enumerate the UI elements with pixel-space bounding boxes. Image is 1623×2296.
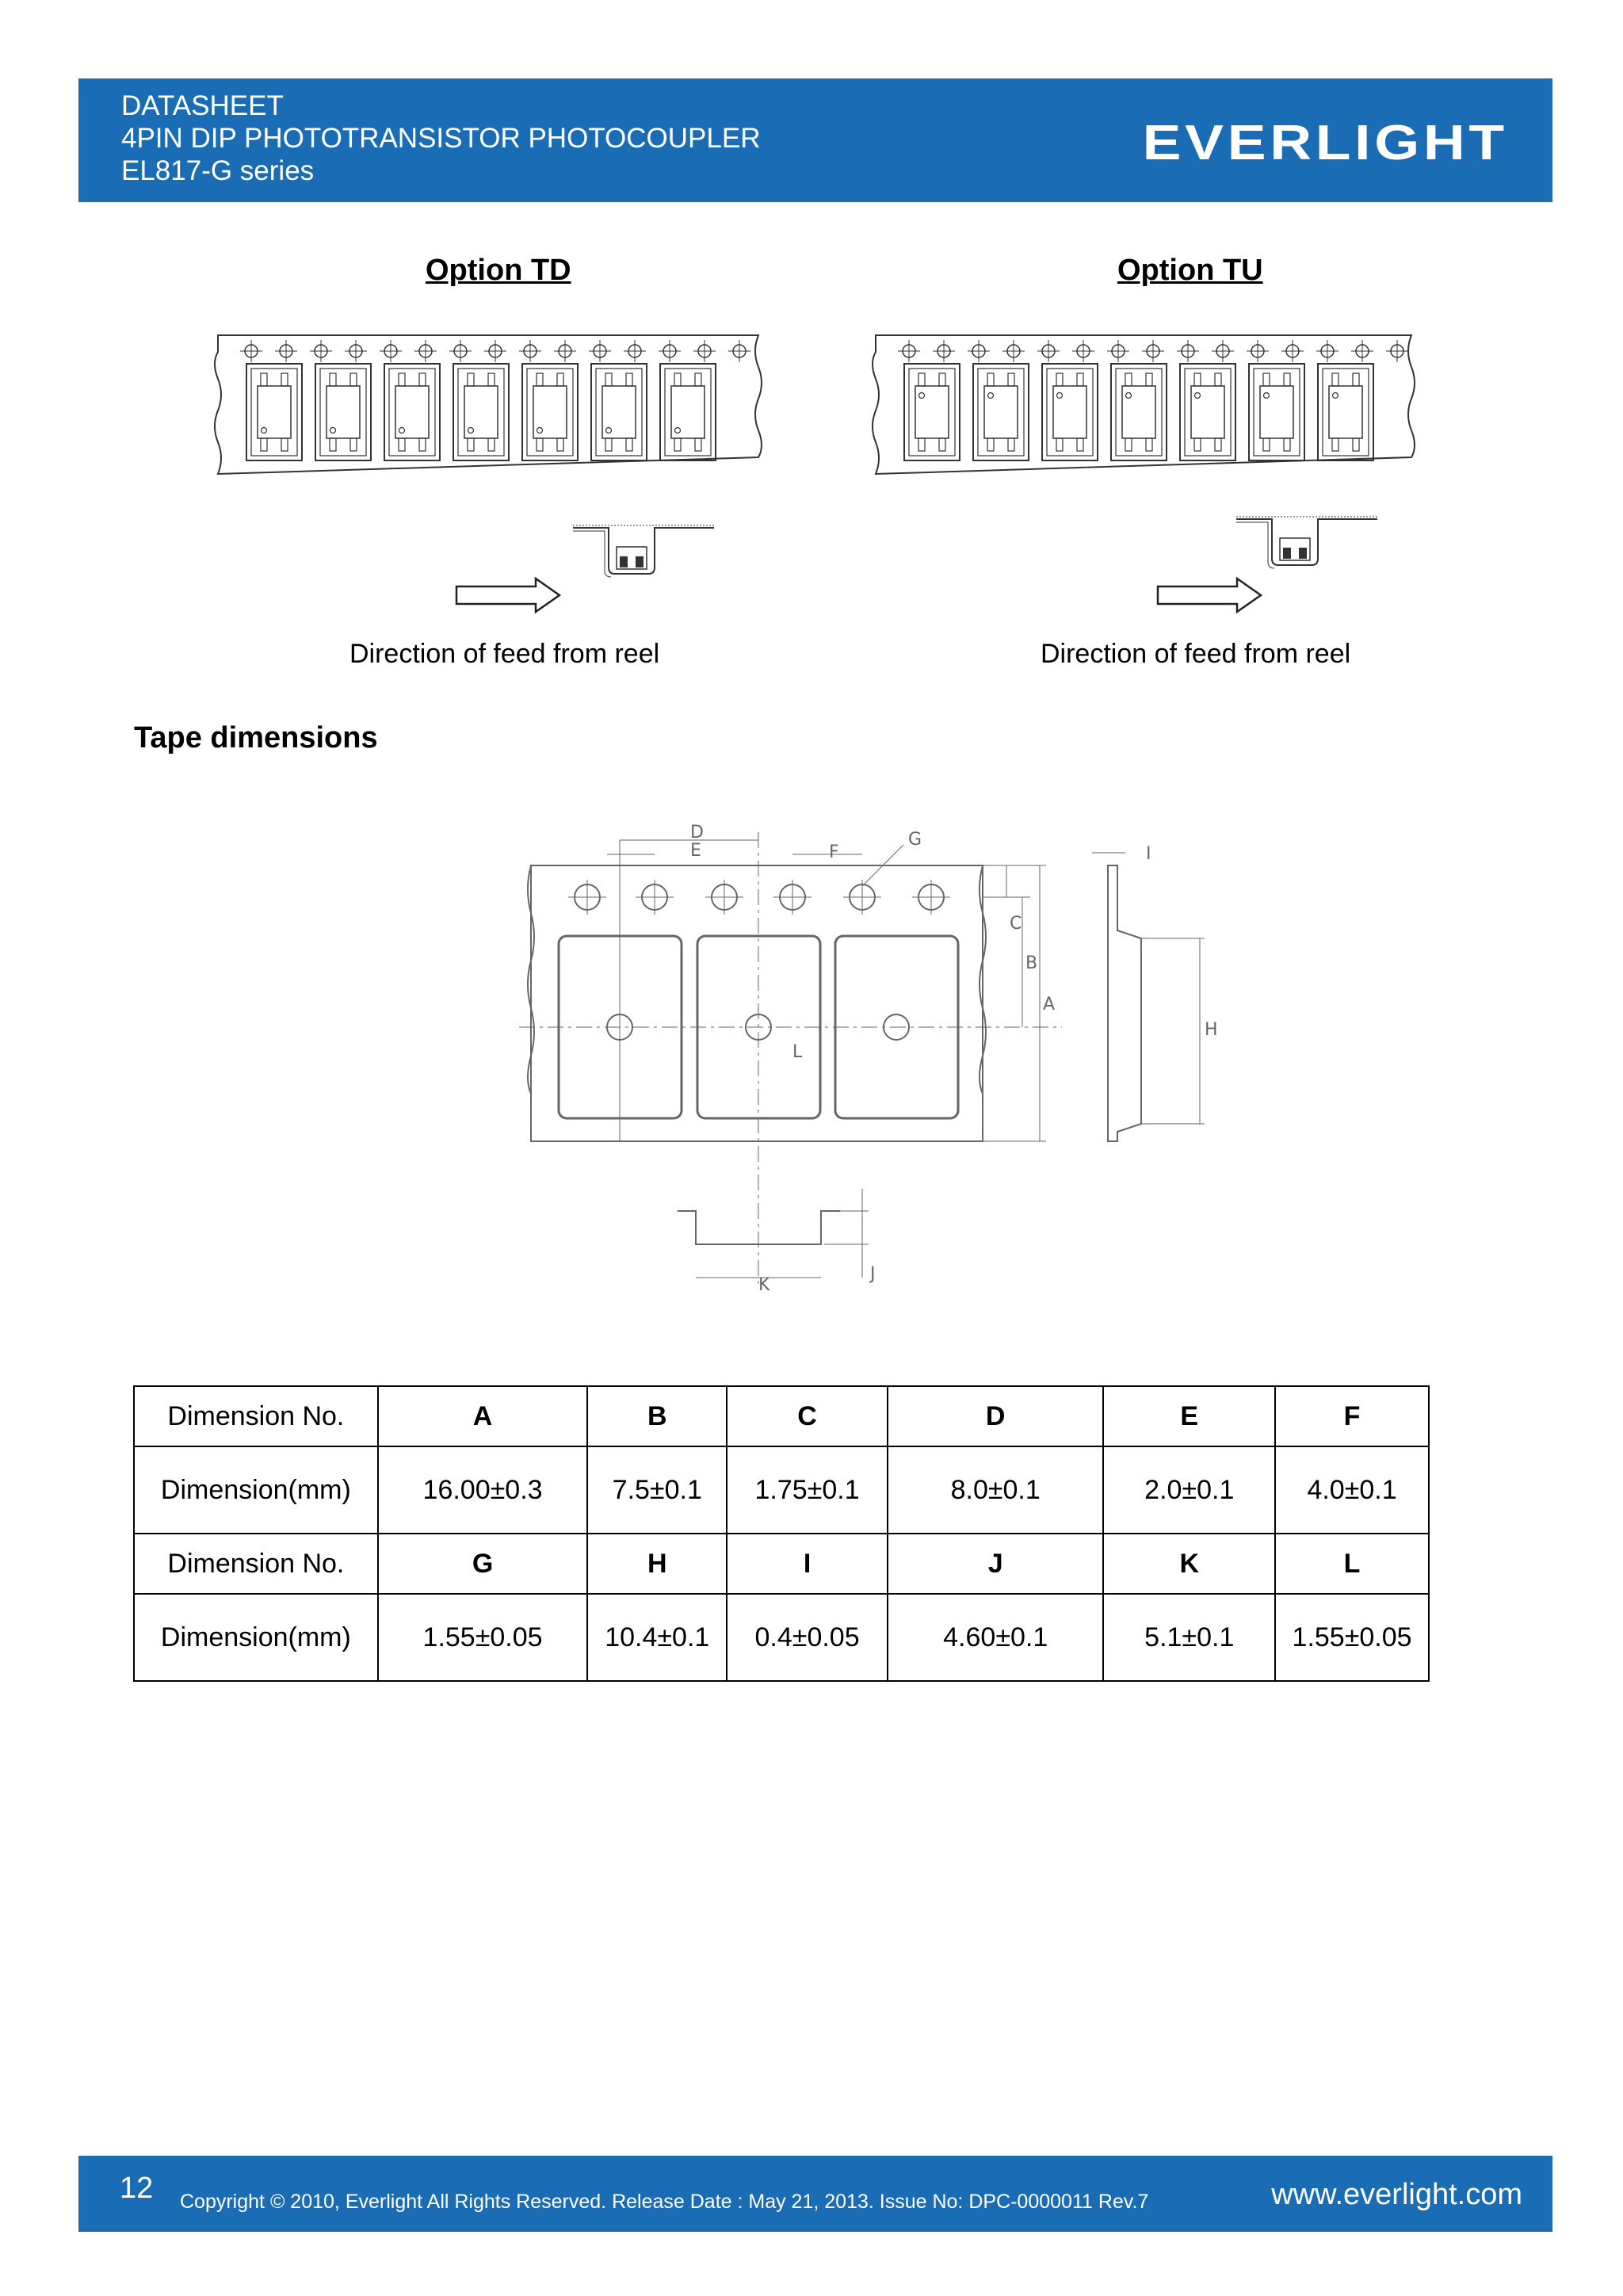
- component-body: [602, 386, 636, 438]
- dimension-value-cell: 1.55±0.05: [1275, 1594, 1429, 1681]
- header-line-product: 4PIN DIP PHOTOTRANSISTOR PHOTOCOUPLER: [121, 123, 761, 154]
- dimension-label: E: [690, 841, 701, 861]
- dimension-value-cell: 1.75±0.1: [727, 1446, 888, 1534]
- dimension-label: G: [908, 830, 922, 850]
- carrier-outline: [531, 865, 983, 1141]
- option-td-feed-label: Direction of feed from reel: [349, 639, 660, 669]
- tape-outline: [873, 335, 1415, 474]
- tape-pocket: [1111, 364, 1167, 460]
- dimension-value-cell: 4.60±0.1: [888, 1594, 1104, 1681]
- dimension-label: K: [758, 1275, 770, 1295]
- option-tu-cross-section: [1236, 517, 1377, 568]
- option-td-title: Option TD: [426, 254, 571, 287]
- table-row: [134, 1534, 1429, 1594]
- component-body: [395, 386, 429, 438]
- row-label: Dimension No.: [134, 1534, 378, 1594]
- dimension-label: C: [1010, 914, 1022, 934]
- pin-one-marker: [262, 428, 267, 434]
- dimension-label: B: [1025, 953, 1038, 973]
- tape-pocket: [1318, 364, 1373, 460]
- component-body: [464, 386, 498, 438]
- pin-one-marker: [1057, 393, 1063, 399]
- component-body: [258, 386, 291, 438]
- tape-dimension-drawing: [519, 823, 1218, 1295]
- component-body: [533, 386, 567, 438]
- pin-one-marker: [330, 428, 336, 434]
- dimension-key-cell: A: [378, 1386, 588, 1446]
- dimensions-table: [133, 1385, 1430, 1682]
- table-row: [134, 1386, 1429, 1446]
- dimension-label: J: [870, 1264, 876, 1284]
- dimension-value-cell: 4.0±0.1: [1275, 1446, 1429, 1534]
- tape-pocket: [973, 364, 1029, 460]
- component-body: [327, 386, 360, 438]
- option-td-tape-strip: [215, 335, 762, 474]
- pin-one-marker: [1264, 393, 1270, 399]
- dimension-key-cell: J: [888, 1534, 1104, 1594]
- pin-one-marker: [468, 428, 474, 434]
- tape-pocket: [246, 364, 302, 460]
- option-tu-tape-strip: [873, 335, 1415, 474]
- dimension-label: L: [792, 1042, 803, 1062]
- feed-arrow-icon: [1158, 579, 1261, 612]
- option-tu-feed-label: Direction of feed from reel: [1041, 639, 1351, 669]
- header-line-datasheet: DATASHEET: [121, 90, 284, 121]
- dimension-key-cell: C: [727, 1386, 888, 1446]
- tape-pocket: [1180, 364, 1235, 460]
- header-line-series: EL817-G series: [121, 155, 315, 186]
- tape-pocket: [315, 364, 371, 460]
- dimension-value-cell: 7.5±0.1: [587, 1446, 727, 1534]
- component-body: [1122, 386, 1155, 438]
- row-label: Dimension(mm): [134, 1446, 378, 1534]
- dimension-label: H: [1205, 1020, 1218, 1040]
- component-body: [1329, 386, 1362, 438]
- pin-one-marker: [1195, 393, 1201, 399]
- dimension-key-cell: G: [378, 1534, 588, 1594]
- component-body: [915, 386, 949, 438]
- dimension-key-cell: I: [727, 1534, 888, 1594]
- tape-pocket: [384, 364, 440, 460]
- dimension-key-cell: E: [1103, 1386, 1275, 1446]
- copyright-text: Copyright © 2010, Everlight All Rights Reserved. Release Date : May 21, 2013. Issue No: DPC-0000011 Rev.7: [180, 2191, 1149, 2213]
- row-label: Dimension No.: [134, 1386, 378, 1446]
- everlight-logo: EVERLIGHT: [1142, 116, 1508, 170]
- dimension-label: D: [690, 823, 704, 842]
- dimension-key-cell: H: [587, 1534, 727, 1594]
- tape-dimensions-title: Tape dimensions: [134, 721, 378, 755]
- dimension-key-cell: F: [1275, 1386, 1429, 1446]
- tape-pocket: [591, 364, 647, 460]
- dimension-label: A: [1043, 995, 1056, 1014]
- table-row: [134, 1446, 1429, 1534]
- dimension-key-cell: D: [888, 1386, 1104, 1446]
- dimension-value-cell: 16.00±0.3: [378, 1446, 588, 1534]
- component-body: [1053, 386, 1086, 438]
- component-body: [1191, 386, 1224, 438]
- feed-arrow-icon: [456, 579, 559, 612]
- dimension-key-cell: B: [587, 1386, 727, 1446]
- dimension-value-cell: 0.4±0.05: [727, 1594, 888, 1681]
- website-link[interactable]: www.everlight.com: [1271, 2178, 1522, 2211]
- tape-pocket: [453, 364, 509, 460]
- pin-one-marker: [919, 393, 925, 399]
- pin-one-marker: [399, 428, 405, 434]
- component-body: [1260, 386, 1293, 438]
- side-profile: [1108, 865, 1141, 1141]
- pin-one-marker: [1126, 393, 1132, 399]
- footer-banner: [78, 2156, 1552, 2232]
- dimension-value-cell: 10.4±0.1: [587, 1594, 727, 1681]
- pin-one-marker: [988, 393, 994, 399]
- pin-one-marker: [537, 428, 543, 434]
- tape-pocket: [904, 364, 960, 460]
- dimension-value-cell: 2.0±0.1: [1103, 1446, 1275, 1534]
- dimension-value-cell: 1.55±0.05: [378, 1594, 588, 1681]
- tape-pocket: [660, 364, 716, 460]
- dimension-key-cell: K: [1103, 1534, 1275, 1594]
- option-td-cross-section: [573, 525, 714, 577]
- tape-pocket: [1249, 364, 1304, 460]
- component-body: [984, 386, 1018, 438]
- pin-one-marker: [606, 428, 612, 434]
- dimension-value-cell: 8.0±0.1: [888, 1446, 1104, 1534]
- component-body: [671, 386, 705, 438]
- page-number: 12: [120, 2172, 154, 2205]
- pin-one-marker: [1333, 393, 1338, 399]
- pin-one-marker: [675, 428, 681, 434]
- option-td-feed-arrow: [456, 579, 559, 612]
- dimension-value-cell: 5.1±0.1: [1103, 1594, 1275, 1681]
- dimension-key-cell: L: [1275, 1534, 1429, 1594]
- table-row: [134, 1594, 1429, 1681]
- dimension-label: F: [829, 842, 839, 862]
- dimension-label: I: [1146, 844, 1151, 864]
- option-tu-title: Option TU: [1117, 254, 1263, 287]
- tape-pocket: [1042, 364, 1098, 460]
- option-tu-feed-arrow: [1158, 579, 1261, 612]
- row-label: Dimension(mm): [134, 1594, 378, 1681]
- tape-pocket: [522, 364, 578, 460]
